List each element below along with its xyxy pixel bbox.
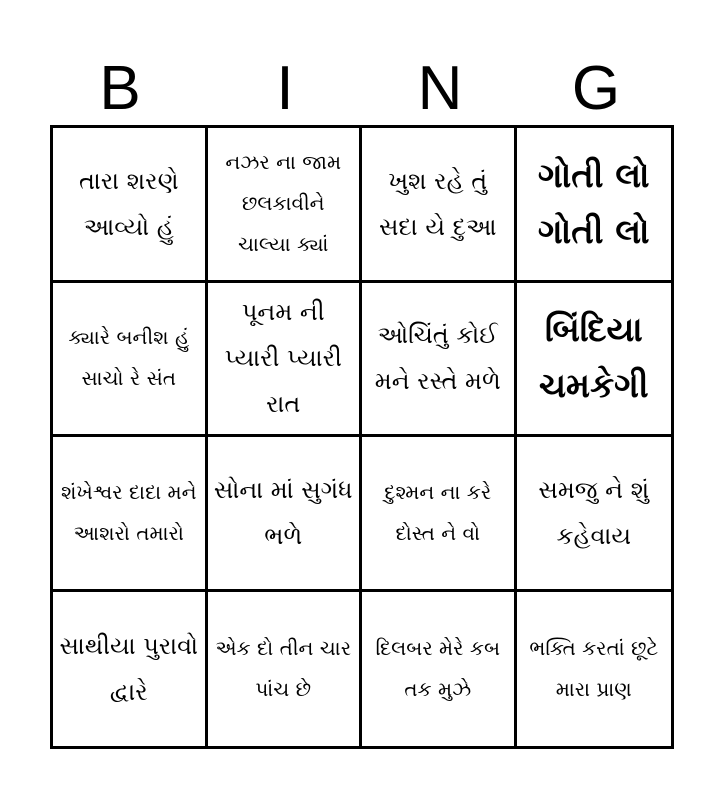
cell-text: દિલબર મેરે કબ તક મુઝે — [375, 635, 501, 701]
bingo-cell — [208, 128, 363, 283]
cell-text: બિંદિયા ચમકેગી — [538, 310, 649, 407]
bingo-cell — [53, 283, 208, 438]
bingo-cell — [53, 592, 208, 747]
header-letter-g: G — [571, 54, 621, 123]
cell-text: એક દો તીન ચાર પાંચ છે — [215, 635, 352, 701]
bingo-cell — [362, 592, 517, 747]
bingo-cell — [517, 437, 672, 592]
cell-text: નઝર ના જામ છલકાવીને ચાલ્યા ક્યાં — [225, 150, 342, 257]
bingo-cell — [208, 283, 363, 438]
cell-text: ભક્તિ કરતાં છૂટે મારા પ્રાણ — [529, 635, 659, 701]
cell-text: સમજુ ને શું કહેવાય — [538, 475, 650, 550]
bingo-cell — [208, 437, 363, 592]
bingo-cell — [362, 128, 517, 283]
cell-text: તારા શરણે આવ્યો હું — [78, 166, 179, 241]
cell-text: ઓચિંતું કોઈ મને રસ્તે મળે — [374, 321, 501, 396]
bingo-cell — [53, 437, 208, 592]
cell-text: સોના માં સુગંધ ભળે — [213, 475, 353, 550]
cell-text: પૂનમ ની પ્યારી પ્યારી રાત — [224, 298, 342, 419]
bingo-cell — [362, 283, 517, 438]
bingo-cell — [53, 128, 208, 283]
header-letter-i: I — [276, 54, 294, 123]
bingo-cell — [362, 437, 517, 592]
bingo-header — [50, 54, 674, 123]
bingo-cell — [208, 592, 363, 747]
header-letter-b: B — [99, 54, 141, 123]
cell-text: સાથીયા પુરાવો દ્વારે — [59, 631, 199, 706]
bingo-cell — [517, 128, 672, 283]
cell-text: શંખેશ્વર દાદા મને આશરો તમારો — [60, 479, 197, 545]
bingo-cell — [517, 283, 672, 438]
bingo-board — [50, 125, 674, 749]
cell-text: ગોતી લો ગોતી લો — [537, 155, 650, 252]
cell-text: ખુશ રહે તું સદા યે દુઆ — [378, 166, 497, 241]
bingo-cell — [517, 592, 672, 747]
cell-text: ક્યારે બનીશ હું સાચો રે સંત — [68, 325, 190, 391]
cell-text: દુશ્મન ના કરે દોસ્ત ને વો — [384, 479, 492, 545]
header-letter-n: N — [417, 54, 463, 123]
